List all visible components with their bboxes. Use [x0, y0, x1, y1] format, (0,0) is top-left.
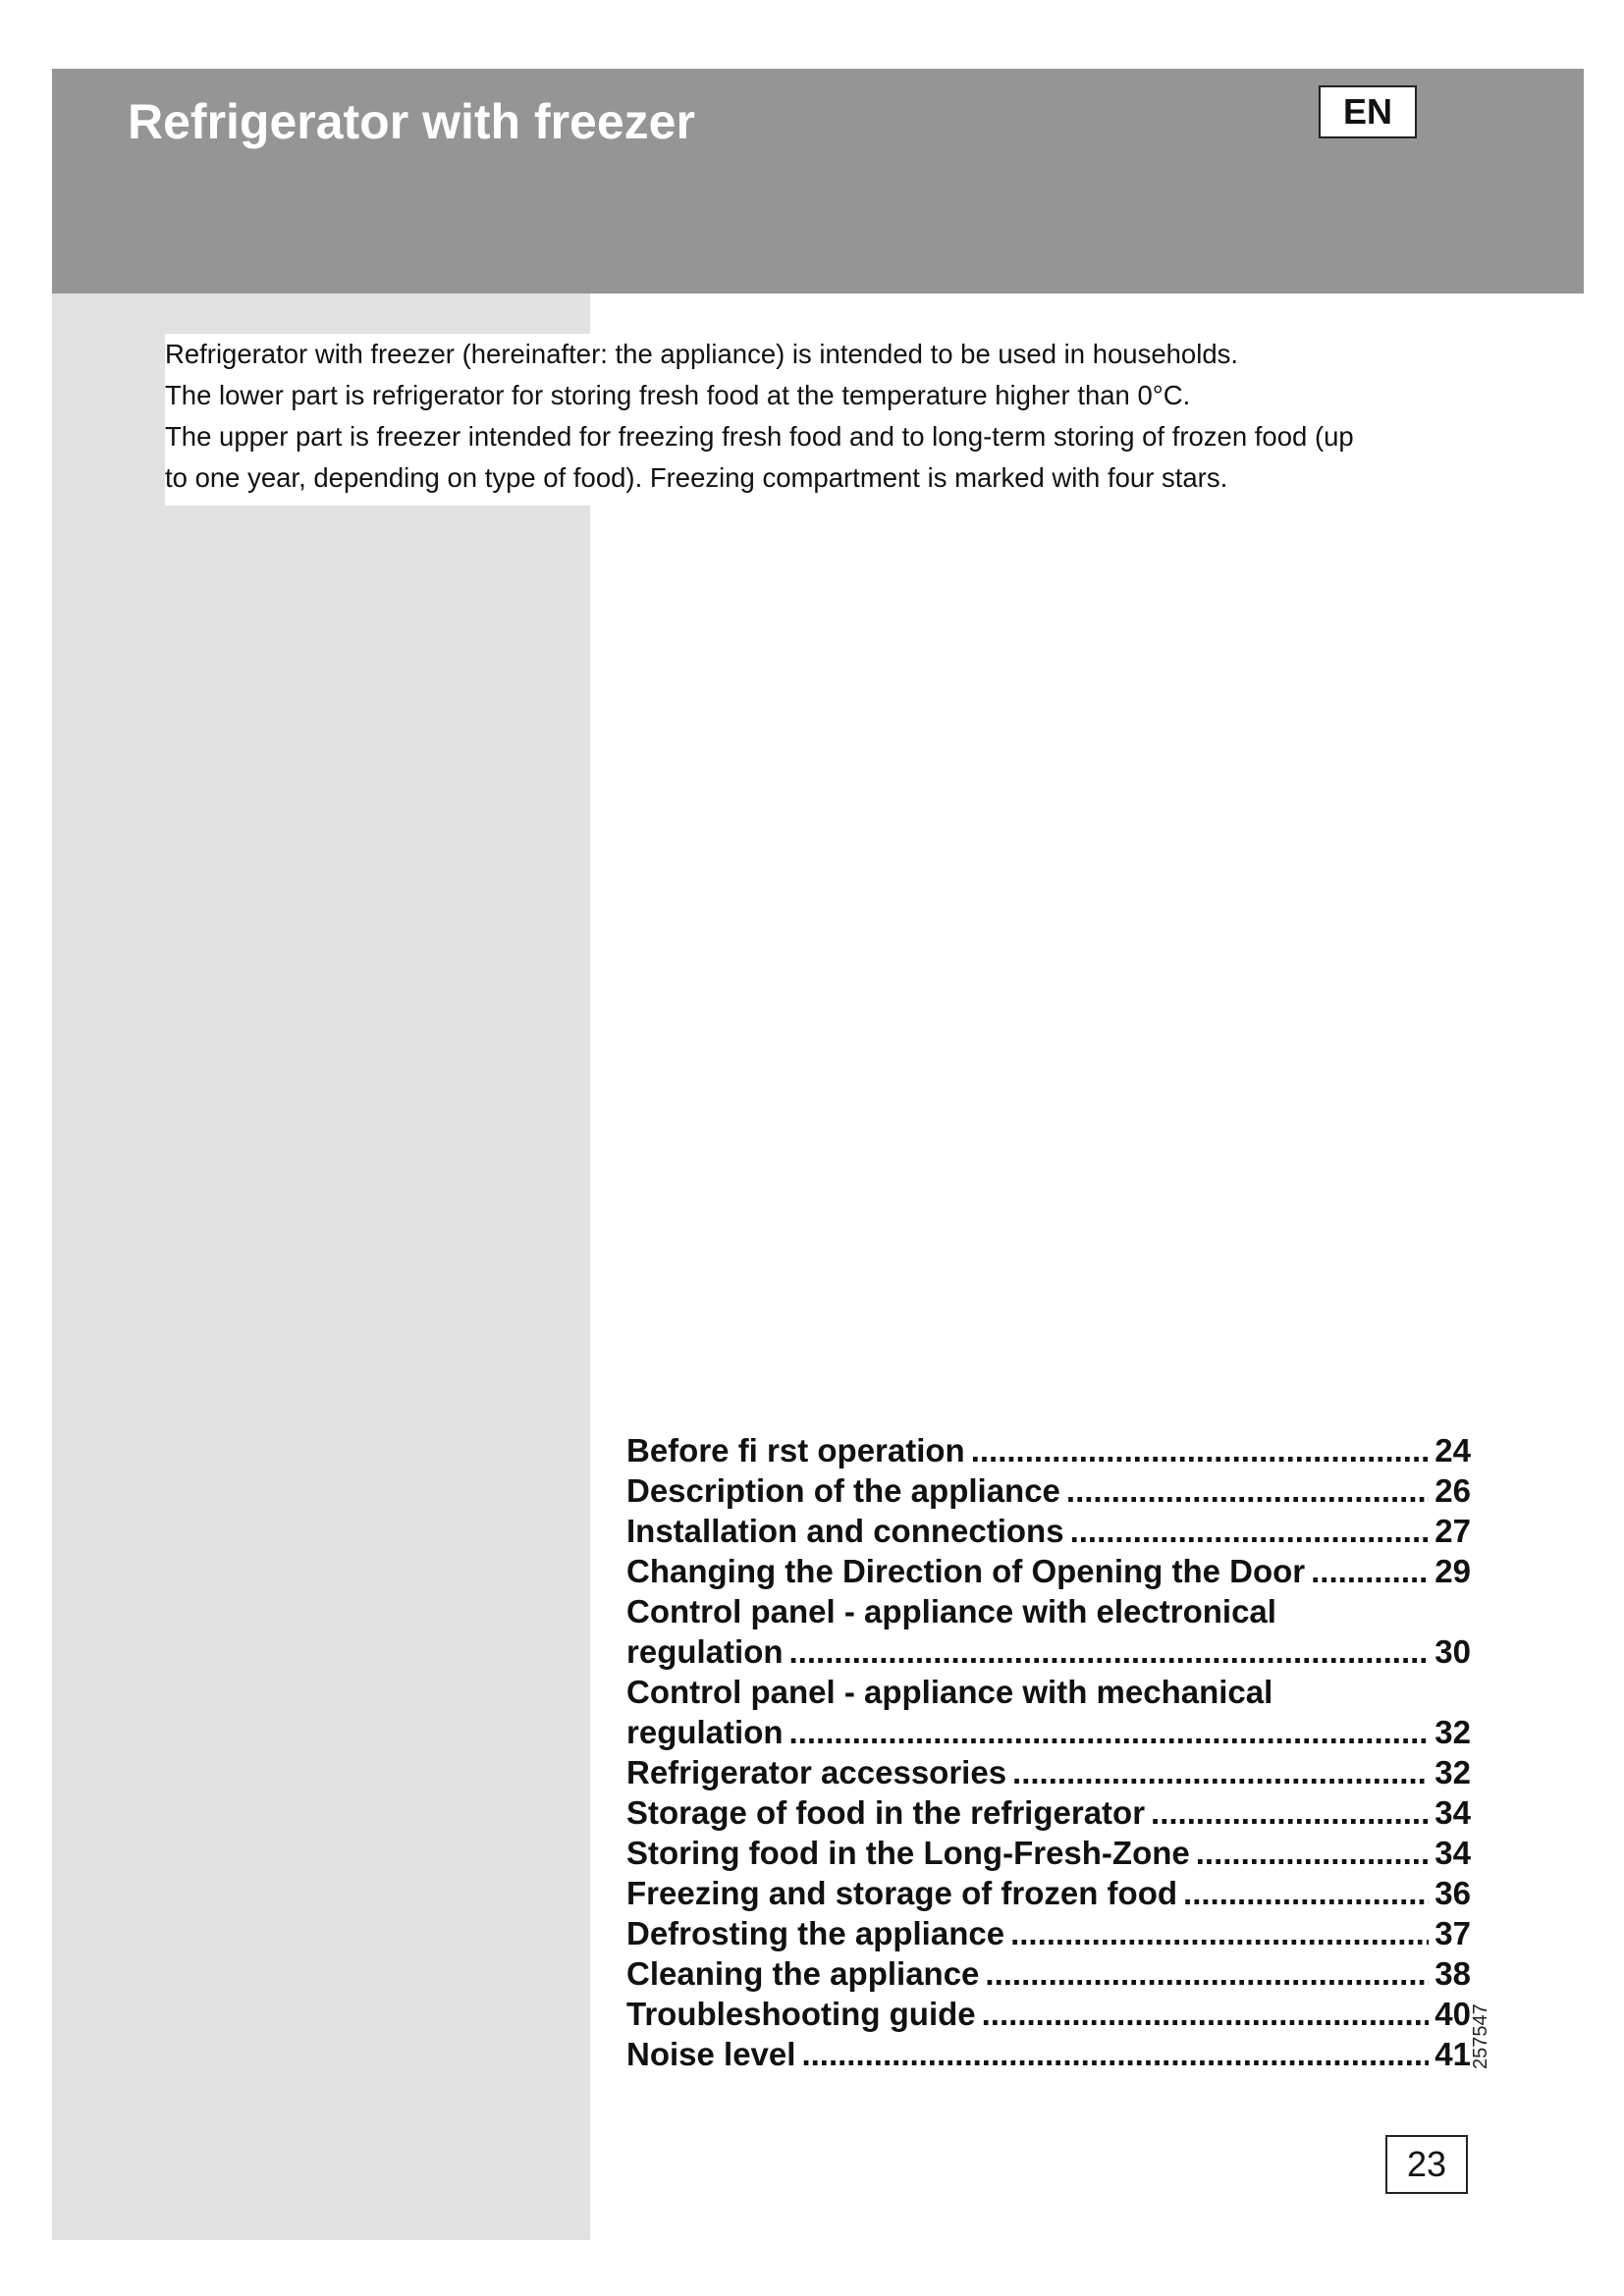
toc-entry-title: Changing the Direction of Opening the Door [626, 1553, 1306, 1589]
intro-line: Refrigerator with freezer (hereinafter: the appliance) is intended to be used in households. [165, 339, 1239, 369]
toc-leader [982, 1994, 1430, 2034]
toc-leader [985, 1953, 1429, 1994]
toc-entry-page: 32 [1435, 1754, 1471, 1790]
toc-entry-title: Storing food in the Long-Fresh-Zone [626, 1835, 1190, 1871]
toc-entry[interactable] [626, 1792, 1471, 1833]
toc-entry[interactable] [626, 1994, 1471, 2034]
toc-entry-title: Storage of food in the refrigerator [626, 1794, 1146, 1831]
toc-entry-title-line1[interactable]: Control panel - appliance with mechanical [626, 1674, 1273, 1710]
language-badge: EN [1319, 85, 1417, 138]
toc-entry-title: Cleaning the appliance [626, 1955, 980, 1992]
toc-entry-page: 38 [1435, 1955, 1471, 1992]
toc-leader [789, 1712, 1430, 1752]
toc-entry[interactable] [626, 2034, 1471, 2074]
toc-entry[interactable] [626, 1833, 1471, 1873]
page-title: Refrigerator with freezer [128, 94, 695, 149]
toc-entry-title: Defrosting the appliance [626, 1915, 1005, 1951]
toc-entry-page: 41 [1435, 2036, 1471, 2072]
toc-entry-page: 26 [1435, 1472, 1471, 1509]
toc-leader [1311, 1551, 1429, 1591]
toc-entry[interactable] [626, 1430, 1471, 1470]
toc-entry-title: Freezing and storage of frozen food [626, 1875, 1178, 1911]
toc-leader [1012, 1752, 1429, 1792]
toc-entry[interactable] [626, 1511, 1471, 1551]
toc-leader [1151, 1792, 1429, 1833]
toc-entry-title: Noise level [626, 2036, 796, 2072]
toc-entry-title: Before fi rst operation [626, 1432, 965, 1468]
toc-entry[interactable] [626, 1551, 1471, 1591]
toc-entry-title: Description of the appliance [626, 1472, 1060, 1509]
toc-entry[interactable] [626, 1712, 1471, 1752]
toc-entry[interactable] [626, 1953, 1471, 1994]
toc-entry-page: 27 [1435, 1513, 1471, 1549]
page-number: 23 [1385, 2135, 1468, 2194]
toc-entry-title-line1[interactable]: Control panel - appliance with electronical [626, 1593, 1276, 1629]
toc-entry-title: Refrigerator accessories [626, 1754, 1007, 1790]
toc-entry[interactable] [626, 1470, 1471, 1511]
toc-entry-page: 32 [1435, 1714, 1471, 1750]
toc-leader [1196, 1833, 1430, 1873]
toc-entry-page: 29 [1435, 1553, 1471, 1589]
toc-entry-page: 34 [1435, 1794, 1471, 1831]
toc-entry-page: 24 [1435, 1432, 1471, 1468]
toc-entry[interactable] [626, 1631, 1471, 1672]
toc-entry-page: 36 [1435, 1875, 1471, 1911]
toc-leader [789, 1631, 1430, 1672]
toc-entry-page: 30 [1435, 1633, 1471, 1670]
toc-entry-title: Troubleshooting guide [626, 1996, 976, 2032]
intro-line: to one year, depending on type of food). Freezing compartment is marked with four stars. [165, 462, 1228, 493]
toc-leader [1183, 1873, 1429, 1913]
toc-leader [1010, 1913, 1429, 1953]
toc-entry[interactable] [626, 1873, 1471, 1913]
toc-leader [1066, 1470, 1429, 1511]
toc-entry[interactable] [626, 1752, 1471, 1792]
toc-entry-title: regulation [626, 1633, 784, 1670]
toc-entry-page: 37 [1435, 1915, 1471, 1951]
intro-line: The lower part is refrigerator for storing fresh food at the temperature higher than 0°C. [165, 380, 1191, 410]
toc-leader [1070, 1511, 1430, 1551]
toc-leader [971, 1430, 1430, 1470]
intro-text [165, 334, 1510, 499]
toc-entry-title: Installation and connections [626, 1513, 1064, 1549]
sidebar-panel [52, 294, 590, 2240]
toc-leader [801, 2034, 1429, 2074]
toc-entry-page: 40 [1435, 1996, 1471, 2032]
table-of-contents [626, 1430, 1471, 2074]
toc-entry-title: regulation [626, 1714, 784, 1750]
document-code: 257547 [1470, 2003, 1491, 2069]
intro-line: The upper part is freezer intended for freezing fresh food and to long-term storing of frozen food (up [165, 421, 1354, 452]
toc-entry-page: 34 [1435, 1835, 1471, 1871]
toc-entry[interactable] [626, 1913, 1471, 1953]
